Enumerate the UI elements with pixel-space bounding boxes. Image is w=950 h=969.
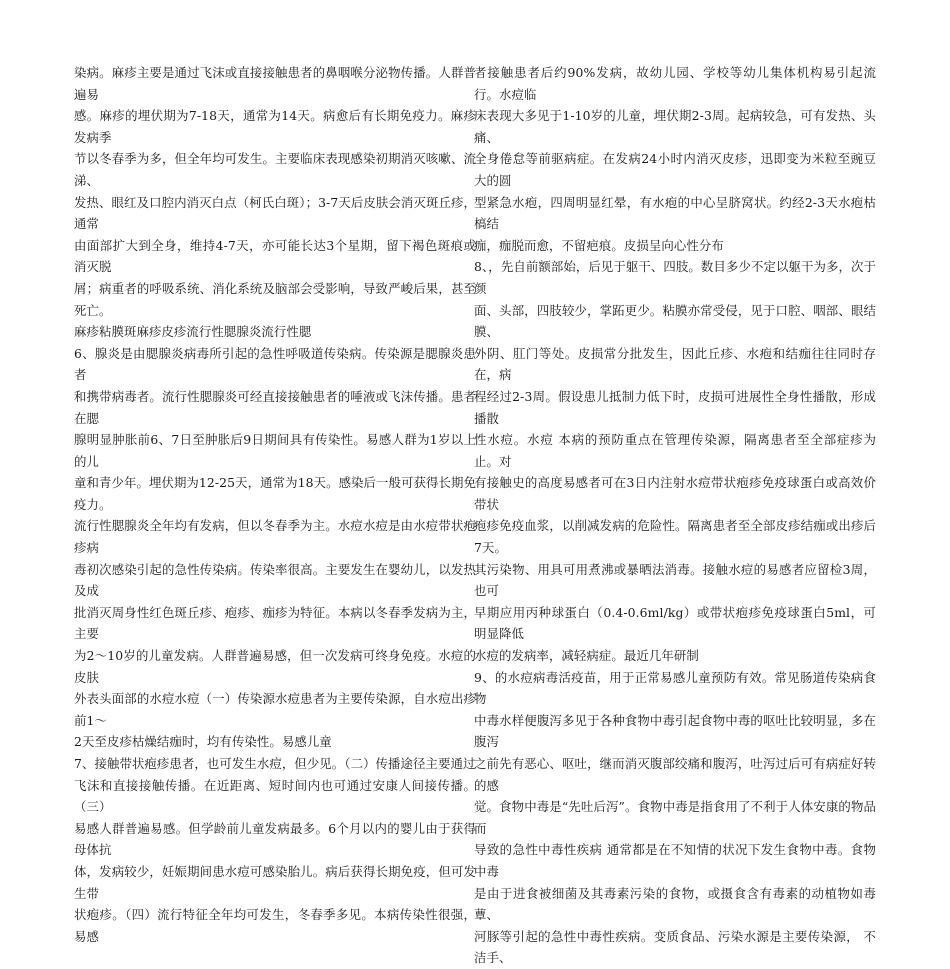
- paragraph-mumps-varicella: 6、腺炎是由腮腺炎病毒所引起的急性呼吸道传染病。传染源是腮腺炎患者 和携带病毒者。流行性腮腺炎可经直接接触患者的唾液或飞沫传播。患者在腮 腺明显肿胀前6、7日至肿胀后9日期间具有传染性。易感人群为1岁以上的儿 童和青少年。埋伏期为12-25天，通常为18天。感染后一般可获得长期免疫力。 流行性腮腺炎全年均有发病，但以冬春季为主。水痘水痘是由水痘带状疱疹病 毒初次感染引起的急性传染病。传染率很高。主要发生在婴幼儿，以发热及成 批消灭周身性红色斑丘疹、疱疹、痂疹为特征。本病以冬春季发病为主，主要 为2～10岁的儿童发病。人群普遍易感，但一次发病可终身免疫。水痘的皮肤 外表头面部的水痘水痘（一）传染源水痘患者为主要传染源，自水痘出疹前1～ 2天至皮疹枯燥结痂时，均有传染性。易感儿童: [74, 345, 476, 750]
- paragraph-measles: 染病。麻疹主要是通过飞沫或直接接触患者的鼻咽喉分泌物传播。人群普遍易 感。麻疹的埋伏期为7-18天，通常为14天。病愈后有长期免疫力。麻疹发病季 节以冬春季为多，但全年均可发生。主要临床表现感染初期消灭咳嗽、流涕、 发热、眼红及口腔内消灭白点（柯氏白斑）；3-7天后皮肤会消灭斑丘疹，通常 由面部扩大到全身，维持4-7天，亦可能长达3个星期，留下褐色斑痕或消灭脱 屑；病重者的呼吸系统、消化系统及脑部会受影响，导致严峻后果，甚至死亡。 麻疹粘膜斑麻疹皮疹流行性腮腺炎流行性腮: [74, 65, 476, 340]
- paragraph-varicella-prevention: 8、，先自前额部始，后见于躯干、四肢。数目多少不定以躯干为多，次于颜 面、头部，四肢较少，掌跖更少。粘膜亦常受侵，见于口腔、咽部、眼结膜、 外阴、肛门等处。皮损常分批发生，因此丘疹、水疱和结痂往往同时存在，病 程经过2-3周。假设患儿抵制力低下时，皮损可进展性全身性播散，形成播散 性水痘。水痘 本病的预防重点在管理传染源，隔离患者至全部症疹为止。对 有接触史的高度易感者可在3日内注射水痘带状疱疹免疫球蛋白或高效价带状 疱疹免疫血浆，以削减发病的危险性。隔离患者至全部皮疹结痂或出疹后7天。 其污染物、用具可用煮沸或暴晒法消毒。接触水痘的易感者应留检3周，也可 早期应用丙种球蛋白（0.4-0.6ml/kg）或带状疱疹免疫球蛋白5ml，可明显降低 水痘的发病率，减轻病症。最近几年研制: [474, 259, 876, 664]
- paragraph-transmission: 7、接触带状疱疹患者，也可发生水痘，但少见。（二）传播途径主要通过 飞沫和直接接触传播。在近距离、短时间内也可通过安康人间接传播。（三） 易感人群普遍易感。但学龄前儿童发病最多。6个月以内的婴儿由于获得母体抗 体，发病较少，妊娠期间患水痘可感染胎儿。病后获得长期免疫，但可发生带 状疱疹。（四）流行特征全年均可发生，冬春季多见。本病传染性很强，易感: [74, 756, 476, 944]
- paragraph-food-poisoning: 9、的水痘病毒活疫苗，用于正常易感儿童预防有效。常见肠道传染病食物 中毒水样便腹泻多见于各种食物中毒引起食物中毒的呕吐比较明显，多在腹泻 之前先有恶心、呕吐，继而消灭腹部绞痛和腹泻，吐泻过后可有病症好转的感 觉。食物中毒是“先吐后泻”。食物中毒是指食用了不利于人体安康的物品而 导致的急性中毒性疾病 通常都是在不知情的状况下发生食物中毒。食物中毒 是由于进食被细菌及其毒素污染的食物，或摄食含有毒素的动植物如毒蕈、 河豚等引起的急性中毒性疾病。变质食品、污染水源是主要传染源， 不洁手、: [474, 669, 876, 966]
- paragraph-varicella-clinical: 者接触患者后约90%发病，故幼儿园、学校等幼儿集体机构易引起流行。水痘临 床表现大多见于1-10岁的儿童，埋伏期2-3周。起病较急，可有发热、头痛、 全身倦怠等前驱病症。在发病24小时内消灭皮疹，迅即变为米粒至豌豆大的圆 型紧急水疱，四周明显红晕，有水疱的中心呈脐窝状。约经2-3天水疱枯槁结 痂，痂脱而愈，不留疤痕。皮损呈向心性分布: [474, 65, 876, 253]
- right-text-column: [474, 62, 876, 969]
- left-text-column: [74, 62, 476, 947]
